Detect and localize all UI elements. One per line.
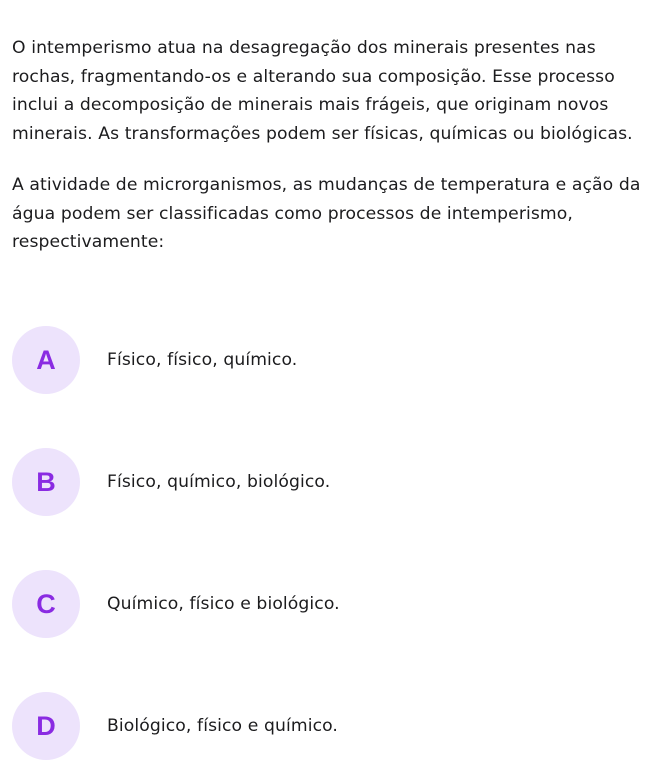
answer-option-a[interactable] — [12, 325, 652, 395]
option-letter: C — [36, 588, 56, 619]
option-text: Físico, químico, biológico. — [107, 472, 331, 492]
question-stem — [12, 34, 662, 257]
answer-option-d[interactable] — [12, 691, 652, 761]
option-letter: B — [36, 466, 56, 497]
answer-option-b[interactable] — [12, 447, 652, 517]
option-text: Biológico, físico e químico. — [107, 716, 338, 736]
option-text: Físico, físico, químico. — [107, 350, 298, 370]
option-letter-badge — [12, 448, 80, 516]
option-letter-badge — [12, 570, 80, 638]
option-letter: A — [36, 344, 56, 375]
question-paragraph-prompt: A atividade de microrganismos, as mudanças de temperatura e ação da água podem ser classificadas como processos de intemperismo, respectivamente: — [12, 175, 641, 252]
option-text: Químico, físico e biológico. — [107, 594, 340, 614]
option-letter-badge — [12, 692, 80, 760]
option-letter: D — [36, 710, 56, 741]
question-paragraph-context: O intemperismo atua na desagregação dos minerais presentes nas rochas, fragmentando-os e alterando sua composição. Esse processo inclui a decomposição de minerais mais frágeis, que originam novos minerais. As transformações podem ser físicas, químicas ou biológicas. — [12, 38, 633, 144]
answer-option-c[interactable] — [12, 569, 652, 639]
option-letter-badge — [12, 326, 80, 394]
